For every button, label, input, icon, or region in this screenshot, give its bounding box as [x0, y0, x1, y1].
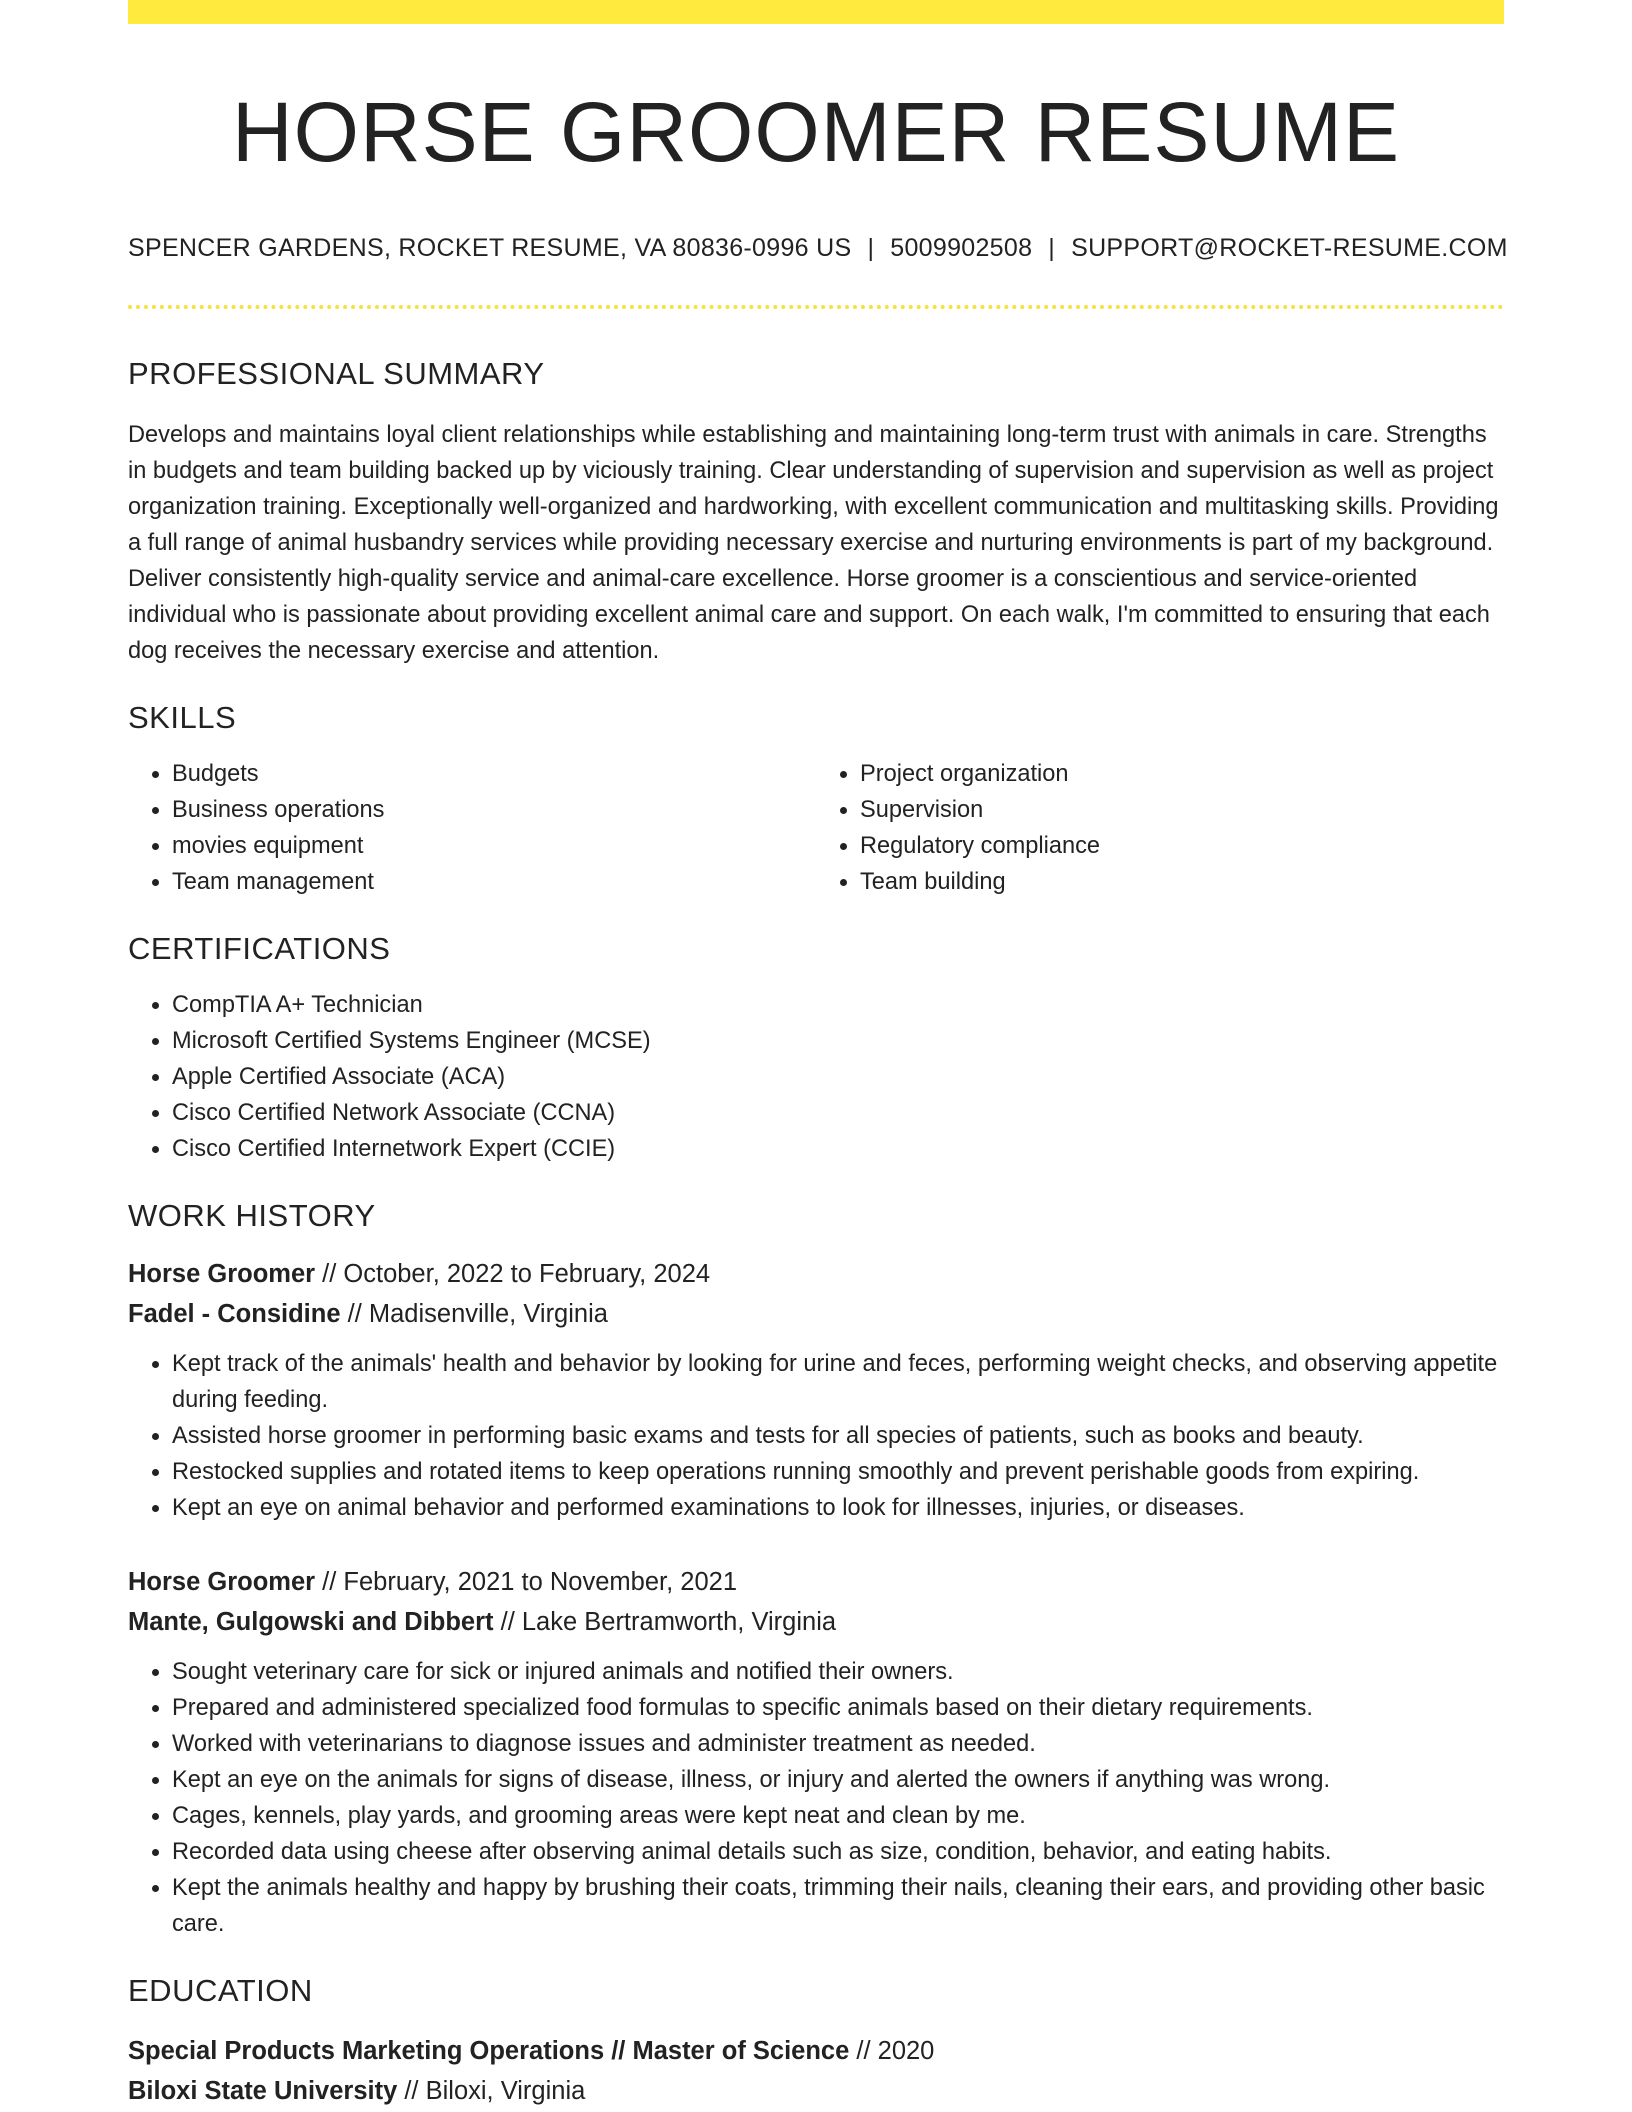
work-history-heading: WORK HISTORY	[128, 1197, 376, 1233]
education-location: // Biloxi, Virginia	[397, 2077, 586, 2106]
list-item: • Kept an eye on the animals for signs of disease, illness, or injury and alerted the owners if anything was wrong.	[172, 1762, 1504, 1798]
list-item: • Kept the animals healthy and happy by brushing their coats, trimming their nails, cleaning their ears, and providing other basic care.	[172, 1870, 1504, 1942]
list-item: • Team building	[860, 864, 1504, 900]
job-entry	[128, 1562, 1504, 1942]
list-item: • Sought veterinary care for sick or injured animals and notified their owners.	[172, 1654, 1504, 1690]
job-bullets	[128, 1654, 1504, 1942]
list-item: • Cisco Certified Internetwork Expert (CCIE)	[172, 1131, 1504, 1167]
contact-separator: |	[1048, 234, 1056, 263]
summary-section	[128, 355, 1504, 668]
certifications-section	[128, 930, 1504, 1167]
skills-list-left	[128, 756, 816, 900]
job-bullets	[128, 1346, 1504, 1526]
contact-line	[128, 234, 1508, 263]
skills-heading: SKILLS	[128, 699, 237, 735]
list-item: • Assisted horse groomer in performing basic exams and tests for all species of patients, such as books and beauty.	[172, 1418, 1504, 1454]
list-item: • Kept track of the animals' health and behavior by looking for urine and feces, performing weight checks, and observing appetite during feeding.	[172, 1346, 1504, 1418]
list-item: • Apple Certified Associate (ACA)	[172, 1059, 1504, 1095]
job-title-line	[128, 1254, 1504, 1294]
job-company: Mante, Gulgowski and Dibbert	[128, 1608, 494, 1637]
contact-email[interactable]: SUPPORT@ROCKET-RESUME.COM	[1071, 234, 1508, 263]
resume-title: HORSE GROOMER RESUME	[231, 85, 1401, 179]
contact-separator: |	[867, 234, 875, 263]
list-item: • Project organization	[860, 756, 1504, 792]
job-location: // Madisenville, Virginia	[340, 1300, 608, 1329]
contact-address: SPENCER GARDENS, ROCKET RESUME, VA 80836-0996 US	[128, 234, 852, 263]
skills-columns	[128, 756, 1504, 900]
job-title: Horse Groomer	[128, 1260, 316, 1289]
certifications-list	[128, 987, 1504, 1167]
contact-phone[interactable]: 5009902508	[890, 234, 1033, 263]
list-item: • Regulatory compliance	[860, 828, 1504, 864]
education-degree-line	[128, 2031, 1504, 2071]
job-company-line	[128, 1294, 1504, 1334]
job-entry	[128, 1254, 1504, 1526]
list-item: • movies equipment	[172, 828, 816, 864]
list-item: • CompTIA A+ Technician	[172, 987, 1504, 1023]
list-item: • Restocked supplies and rotated items to keep operations running smoothly and prevent perishable goods from expiring.	[172, 1454, 1504, 1490]
list-item: • Worked with veterinarians to diagnose issues and administer treatment as needed.	[172, 1726, 1504, 1762]
job-title: Horse Groomer	[128, 1568, 316, 1597]
education-degree: Special Products Marketing Operations // Master of Science	[128, 2037, 850, 2066]
list-item: • Kept an eye on animal behavior and performed examinations to look for illnesses, injuries, or diseases.	[172, 1490, 1504, 1526]
education-entry	[128, 2031, 1504, 2111]
list-item: • Cages, kennels, play yards, and grooming areas were kept neat and clean by me.	[172, 1798, 1504, 1834]
summary-heading: PROFESSIONAL SUMMARY	[128, 356, 545, 392]
dotted-divider	[128, 305, 1504, 309]
list-item: • Recorded data using cheese after observing animal details such as size, condition, behavior, and eating habits.	[172, 1834, 1504, 1870]
skills-list-right	[816, 756, 1504, 900]
list-item: • Team management	[172, 864, 816, 900]
education-year: // 2020	[849, 2037, 935, 2066]
job-company: Fadel - Considine	[128, 1300, 341, 1329]
summary-text: Develops and maintains loyal client relationships while establishing and maintaining long-term trust with animals in care. Strengths in budgets and team building backed up by viciously training. Clear understanding of supervision and supervision as well as project organization training. Exceptionally well-organized and hardworking, with excellent communication and multitasking skills. Providing a full range of animal husbandry services while providing necessary exercise and nurturing environments is part of my background. Deliver consistently high-quality service and animal-care excellence. Horse groomer is a conscientious and service-oriented individual who is passionate about providing excellent animal care and support. On each walk, I'm committed to ensuring that each dog receives the necessary exercise and attention.	[128, 421, 1499, 664]
certifications-heading: CERTIFICATIONS	[128, 930, 391, 966]
job-location: // Lake Bertramworth, Virginia	[493, 1608, 837, 1637]
list-item: • Microsoft Certified Systems Engineer (MCSE)	[172, 1023, 1504, 1059]
job-company-line	[128, 1602, 1504, 1642]
education-section	[128, 1972, 1504, 2111]
job-title-line	[128, 1562, 1504, 1602]
work-history-section	[128, 1197, 1504, 1942]
top-accent-bar	[128, 0, 1504, 24]
list-item: • Prepared and administered specialized food formulas to specific animals based on their dietary requirements.	[172, 1690, 1504, 1726]
job-dates: // October, 2022 to February, 2024	[315, 1260, 711, 1289]
list-item: • Business operations	[172, 792, 816, 828]
job-dates: // February, 2021 to November, 2021	[315, 1568, 737, 1597]
resume-page	[128, 0, 1508, 2111]
education-school-line	[128, 2071, 1504, 2111]
education-heading: EDUCATION	[128, 1973, 313, 2009]
list-item: • Cisco Certified Network Associate (CCNA)	[172, 1095, 1504, 1131]
education-school: Biloxi State University	[128, 2077, 398, 2106]
skills-section	[128, 699, 1504, 900]
list-item: • Supervision	[860, 792, 1504, 828]
list-item: • Budgets	[172, 756, 816, 792]
